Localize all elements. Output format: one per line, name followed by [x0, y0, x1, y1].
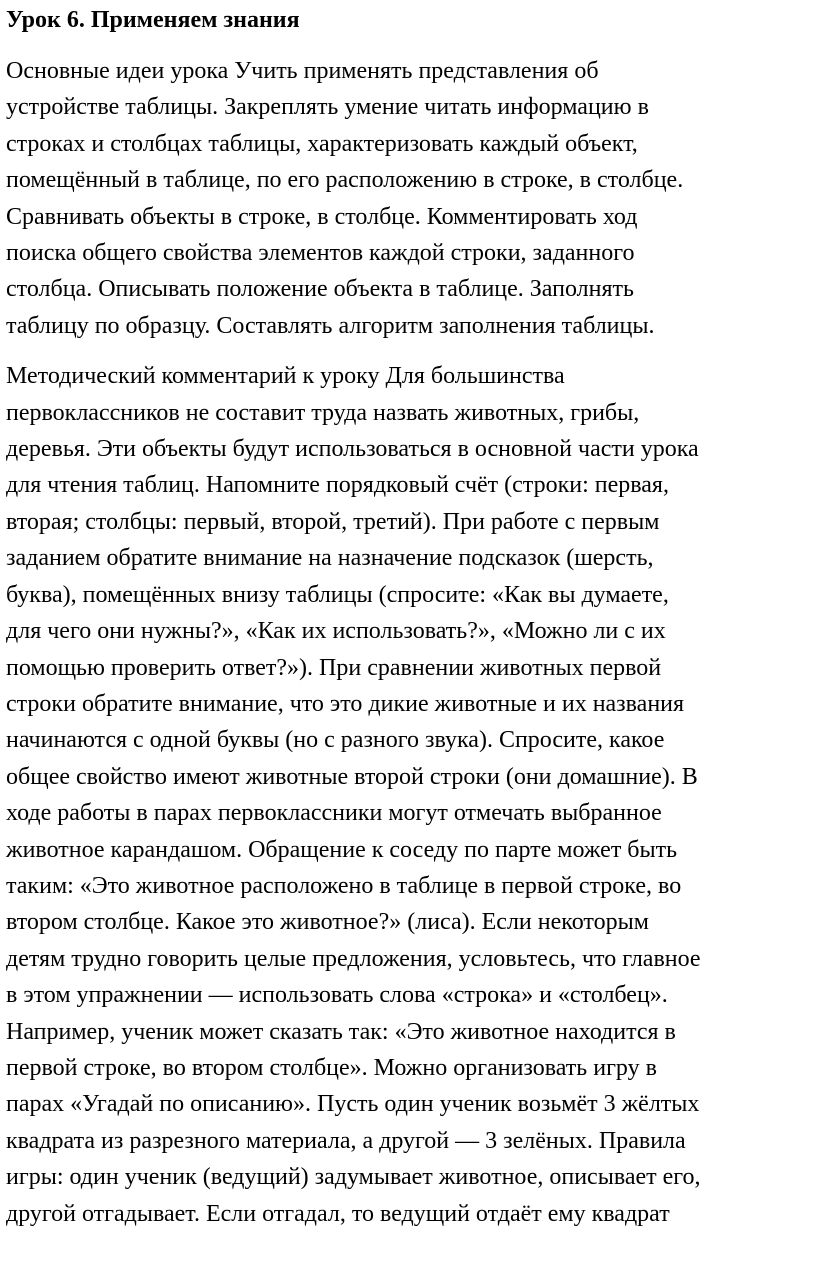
text-line: общее свойство имеют животные второй строки (они домашние). В: [6, 763, 698, 790]
text-line: ходе работы в парах первоклассники могут отмечать выбранное: [6, 800, 662, 827]
text-line: в этом упражнении — использовать слова «строка» и «столбец».: [6, 982, 668, 1009]
text-line: для чего они нужны?», «Как их использовать?», «Можно ли с их: [6, 618, 666, 645]
text-line: игры: один ученик (ведущий) задумывает животное, описывает его,: [6, 1164, 701, 1191]
text-line: помещённый в таблице, по его расположению в строке, в столбце.: [6, 167, 684, 194]
text-line: детям трудно говорить целые предложения, условьтесь, что главное: [6, 945, 701, 972]
text-line: заданием обратите внимание на назначение подсказок (шерсть,: [6, 545, 654, 572]
text-line: столбца. Описывать положение объекта в таблице. Заполнять: [6, 276, 634, 303]
text-line: таким: «Это животное расположено в таблице в первой строке, во: [6, 872, 682, 899]
lesson-title: Урок 6. Применяем знания: [6, 7, 300, 33]
text-line: первоклассников не составит труда назвать животных, грибы,: [6, 399, 640, 426]
main-ideas-paragraph: [6, 53, 812, 344]
text-line: первой строке, во втором столбце». Можно организовать игру в: [6, 1054, 657, 1081]
text-line: вторая; столбцы: первый, второй, третий). При работе с первым: [6, 508, 660, 535]
text-line: Сравнивать объекты в строке, в столбце. Комментировать ход: [6, 203, 638, 230]
document-page: [6, 0, 812, 1232]
text-line: поиска общего свойства элементов каждой строки, заданного: [6, 240, 635, 267]
text-line: помощью проверить ответ?»). При сравнении животных первой: [6, 654, 662, 681]
text-line: буква), помещённых внизу таблицы (спросите: «Как вы думаете,: [6, 581, 669, 608]
text-line: строках и столбцах таблицы, характеризовать каждый объект,: [6, 130, 638, 157]
text-line: начинаются с одной буквы (но с разного звука). Спросите, какое: [6, 727, 665, 754]
text-line: строки обратите внимание, что это дикие животные и их названия: [6, 690, 685, 717]
text-line: устройстве таблицы. Закреплять умение читать информацию в: [6, 94, 649, 121]
text-line: Например, ученик может сказать так: «Это животное находится в: [6, 1018, 676, 1045]
text-line: Основные идеи урока Учить применять представления об: [6, 58, 599, 84]
methodical-comment-paragraph: [6, 358, 812, 1232]
text-line: Методический комментарий к уроку Для большинства: [6, 363, 565, 390]
text-line: втором столбце. Какое это животное?» (лиса). Если некоторым: [6, 909, 649, 936]
text-line: квадрата из разрезного материала, а другой — 3 зелёных. Правила: [6, 1127, 686, 1154]
text-line: таблицу по образцу. Составлять алгоритм заполнения таблицы.: [6, 312, 655, 339]
text-line: другой отгадывает. Если отгадал, то ведущий отдаёт ему квадрат: [6, 1200, 670, 1227]
text-line: животное карандашом. Обращение к соседу по парте может быть: [6, 836, 678, 863]
text-line: парах «Угадай по описанию». Пусть один ученик возьмёт 3 жёлтых: [6, 1091, 700, 1118]
text-line: для чтения таблиц. Напомните порядковый счёт (строки: первая,: [6, 472, 669, 499]
text-line: деревья. Эти объекты будут использоваться в основной части урока: [6, 436, 699, 463]
